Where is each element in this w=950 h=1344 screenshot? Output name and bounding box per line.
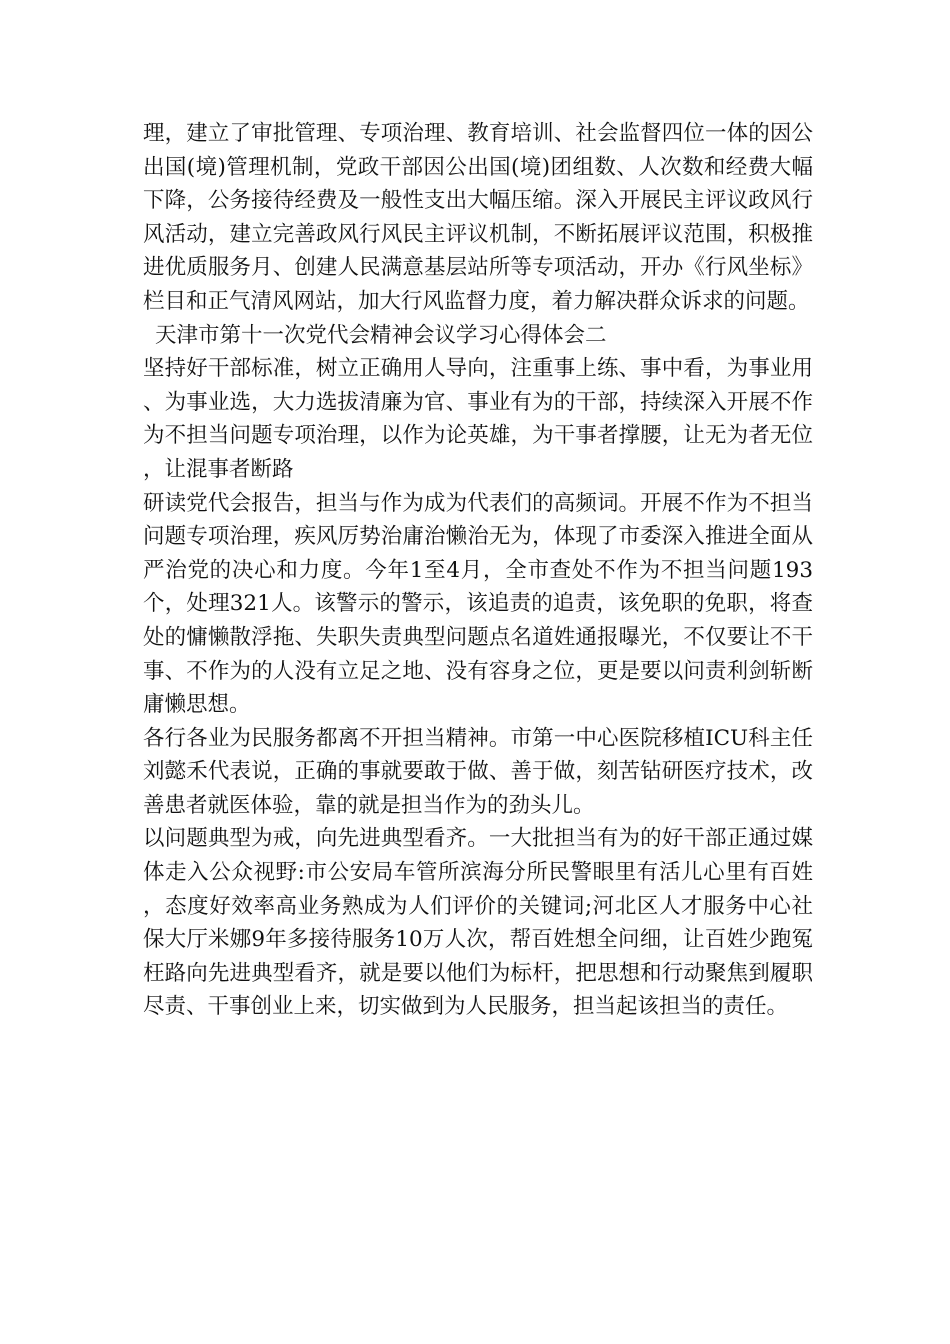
paragraph-service-spirit: 各行各业为民服务都离不开担当精神。市第一中心医院移植ICU科主任刘懿禾代表说，正确的事就要敢于做、善于做，刻苦钻研医疗技术，改善患者就医体验，靠的就是担当作为的劲头儿。 <box>143 725 813 818</box>
document-body <box>143 117 813 1024</box>
paragraph-continued: 理，建立了审批管理、专项治理、教育培训、社会监督四位一体的因公出国(境)管理机制，党政干部因公出国(境)团组数、人次数和经费大幅下降，公务接待经费及一般性支出大幅压缩。深入开展民主评议政风行风活动，建立完善政风行风民主评议机制，不断拓展评议范围，积极推进优质服务月、创建人民满意基层站所等专项活动，开办《行风坐标》栏目和正气清风网站，加大行风监督力度，着力解决群众诉求的问题。 <box>143 121 813 314</box>
paragraph-cadre-standard: 坚持好干部标准，树立正确用人导向，注重事上练、事中看，为事业用、为事业选，大力选拔清廉为官、事业有为的干部，持续深入开展不作为不担当问题专项治理，以作为论英雄，为干事者撑腰，让无为者无位，让混事者断路 <box>143 356 813 482</box>
paragraph-report-study: 研读党代会报告，担当与作为成为代表们的高频词。开展不作为不担当问题专项治理，疾风厉势治庸治懒治无为，体现了市委深入推进全面从严治党的决心和力度。今年1至4月，全市查处不作为不担当问题193个，处理321人。该警示的警示，该追责的追责，该免职的免职，将查处的慵懒散浮拖、失职失责典型问题点名道姓通报曝光，不仅要让不干事、不作为的人没有立足之地、没有容身之位，更是要以问责利剑斩断庸懒思想。 <box>143 490 813 718</box>
paragraph-role-models: 以问题典型为戒，向先进典型看齐。一大批担当有为的好干部正通过媒体走入公众视野:市公安局车管所滨海分所民警眼里有活儿心里有百姓，态度好效率高业务熟成为人们评价的关键词;河北区人才服务中心社保大厅米娜9年多接待服务10万人次，帮百姓想全问细，让百姓少跑冤枉路向先进典型看齐，就是要以他们为标杆，把思想和行动聚焦到履职尽责、干事创业上来，切实做到为人民服务，担当起该担当的责任。 <box>143 826 813 1020</box>
section-heading: 天津市第十一次党代会精神会议学习心得体会二 <box>155 322 607 348</box>
